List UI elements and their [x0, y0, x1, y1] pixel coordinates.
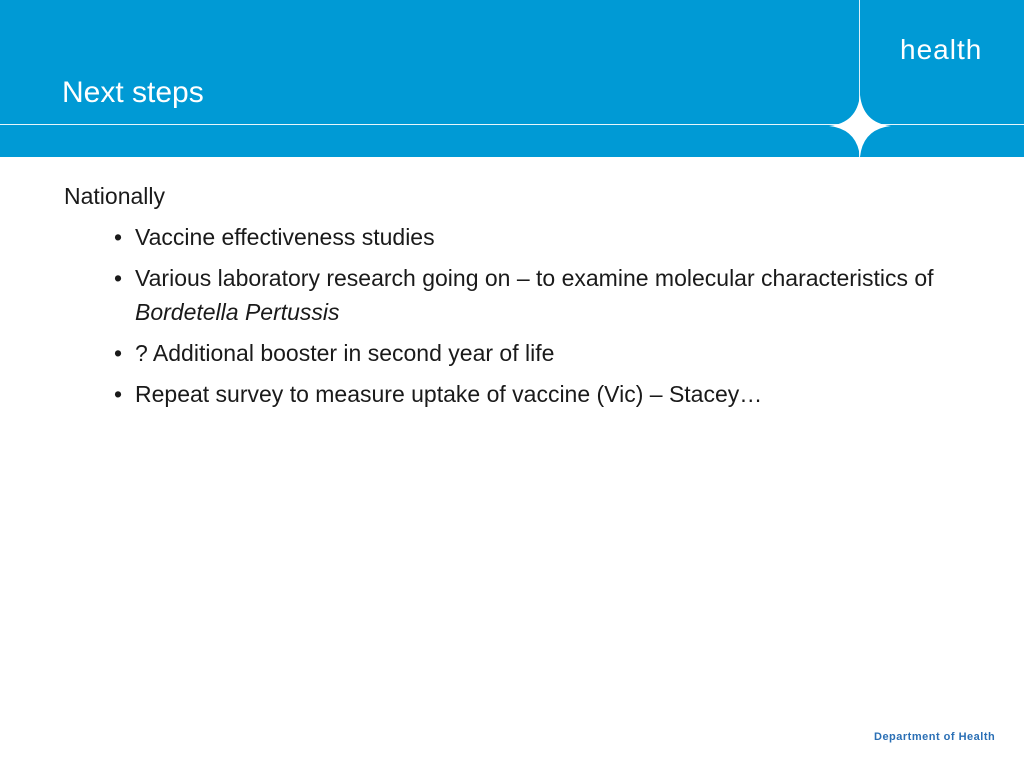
sparkle-icon [829, 95, 891, 157]
bullet-text: Vaccine effectiveness studies [135, 224, 435, 250]
bullet-marker: • [114, 265, 123, 291]
slide-body [64, 180, 964, 418]
department-logo: Department of Health [874, 731, 996, 743]
bullet-item [114, 220, 964, 254]
section-heading: Nationally [64, 183, 165, 209]
bullet-marker: • [114, 381, 123, 407]
bullet-item [114, 336, 964, 370]
bullet-item [114, 377, 964, 411]
bullet-italic-text: Bordetella Pertussis [135, 299, 340, 325]
brand-wordmark: health [900, 34, 983, 65]
slide-title: Next steps [62, 76, 204, 109]
bullet-item [114, 261, 964, 329]
bullet-text: Repeat survey to measure uptake of vaccine (Vic) – Stacey… [135, 381, 763, 407]
bullet-marker: • [114, 224, 123, 250]
bullet-text: ? Additional booster in second year of life [135, 340, 555, 366]
bullet-list [64, 220, 964, 411]
bullet-text: Various laboratory research going on – to examine molecular characteristics of [135, 265, 934, 291]
bullet-marker: • [114, 340, 123, 366]
